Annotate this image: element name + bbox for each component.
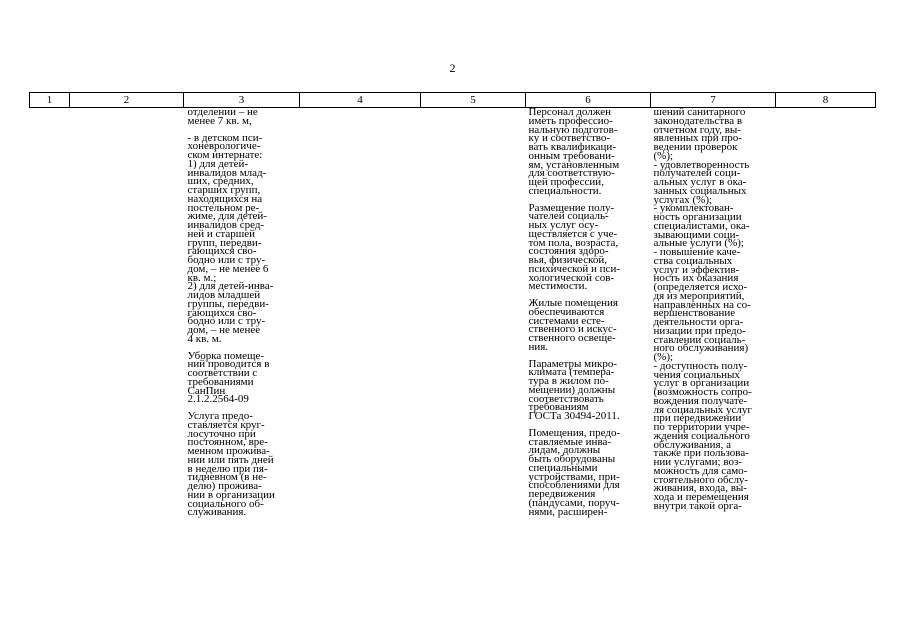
column-number-8: 8: [776, 93, 876, 108]
cell-col7: [651, 108, 776, 609]
paragraph: Персонал должен иметь профессио- нальную подготов- ку и соответство- вать квалификаци- онным требовани- ям, установленным для соответствую- щей профессии, специальности.: [528, 106, 620, 197]
paragraph: Услуга предо- ставляется круг- лосуточно при постоянном, вре- менном прожива- нии или пять дней в неделю при пя- тидневном (в не- делю) прожива- нии в организации социального об- служивания.: [187, 410, 275, 519]
column-number-5: 5: [421, 93, 526, 108]
cell-col1: [30, 108, 70, 609]
cell-col5: [421, 108, 526, 609]
cell-col2: [70, 108, 184, 609]
paragraph: Жилые помещения обеспечиваются системами есте- ственного и искус- ственного освеще- ния.: [528, 297, 618, 353]
quality-indicators-text: [651, 108, 776, 511]
column-number-1: 1: [30, 93, 70, 108]
column-number-row: [30, 93, 876, 108]
cell-col6: [526, 108, 651, 609]
requirements-text: [526, 108, 651, 516]
column-number-7: 7: [651, 93, 776, 108]
paragraph: шений санитарного законодательства в отчетном году, вы- явленных при про- ведении проверок (%); - удовлетворенность получателей соци- альных услуг в ока- занных социальных услугах (%); - укомплектован- ность организации специалистами, ока- зывающими соци- альные услуги (%); - повышение каче- ства социальных услуг и эффектив- ность их оказания (определяется исхо- дя из мероприятий, направленных на со- вершенствование деятельности орга- низации при предо- ставлении социаль- ного обслуживания) (%); - доступность полу- чения социальных услуг в организации (возможность сопро- вождения получате- ля социальных услуг при передвижении по территории учре- ждения социального обслуживания, а также при пользова- нии услугами; воз- можность для само- стоятельного обслу- живания, входа, вы- хода и перемещения внутри такой орга-: [653, 106, 752, 512]
cell-col8: [776, 108, 876, 609]
cell-col3: [184, 108, 300, 609]
column-number-6: 6: [526, 93, 651, 108]
column-number-2: 2: [70, 93, 184, 108]
paragraph: Уборка помеще- ний проводится в соответствии с требованиями СанПин 2.1.2.2564-09: [187, 349, 270, 406]
table-row: [30, 108, 876, 609]
column-number-4: 4: [300, 93, 421, 108]
standards-table: [29, 92, 876, 608]
paragraph: Размещение полу- чателей социаль- ных услуг осу- ществляется с уче- том пола, возраста, состояния здоро- вья, физической, психической и пси- хологической сов- местимости.: [528, 201, 620, 293]
paragraph: Помещения, предо- ставляемые инва- лидам, должны быть оборудованы специальными устройствами, при- способлениями для передвижения (пандусами, поруч- нями, расширен-: [528, 426, 621, 518]
page-number: 2: [449, 61, 456, 75]
service-description-text: [184, 108, 300, 517]
paragraph: - в детском пси- хоневрологиче- ском интернате: 1) для детей- инвалидов млад- ших, средних, старших групп, находящихся на постельном ре- жиме, для детей- инвалидов сред- ней и старшей групп, передви- гающихся сво- бодно или с тру- дом, – не менее 6 кв. м.; 2) для детей-инва- лидов младшей группы, передви- гающихся сво- бодно или с тру- дом, – не менее 4 кв. м.: [187, 131, 274, 345]
cell-col4: [300, 108, 421, 609]
column-number-3: 3: [184, 93, 300, 108]
paragraph: отделении – не менее 7 кв. м,: [187, 106, 258, 127]
paragraph: Параметры микро- климата (темпера- тура в жилом по- мещении) должны соответствовать требованиям ГОСТа 30494-2011.: [528, 357, 620, 422]
